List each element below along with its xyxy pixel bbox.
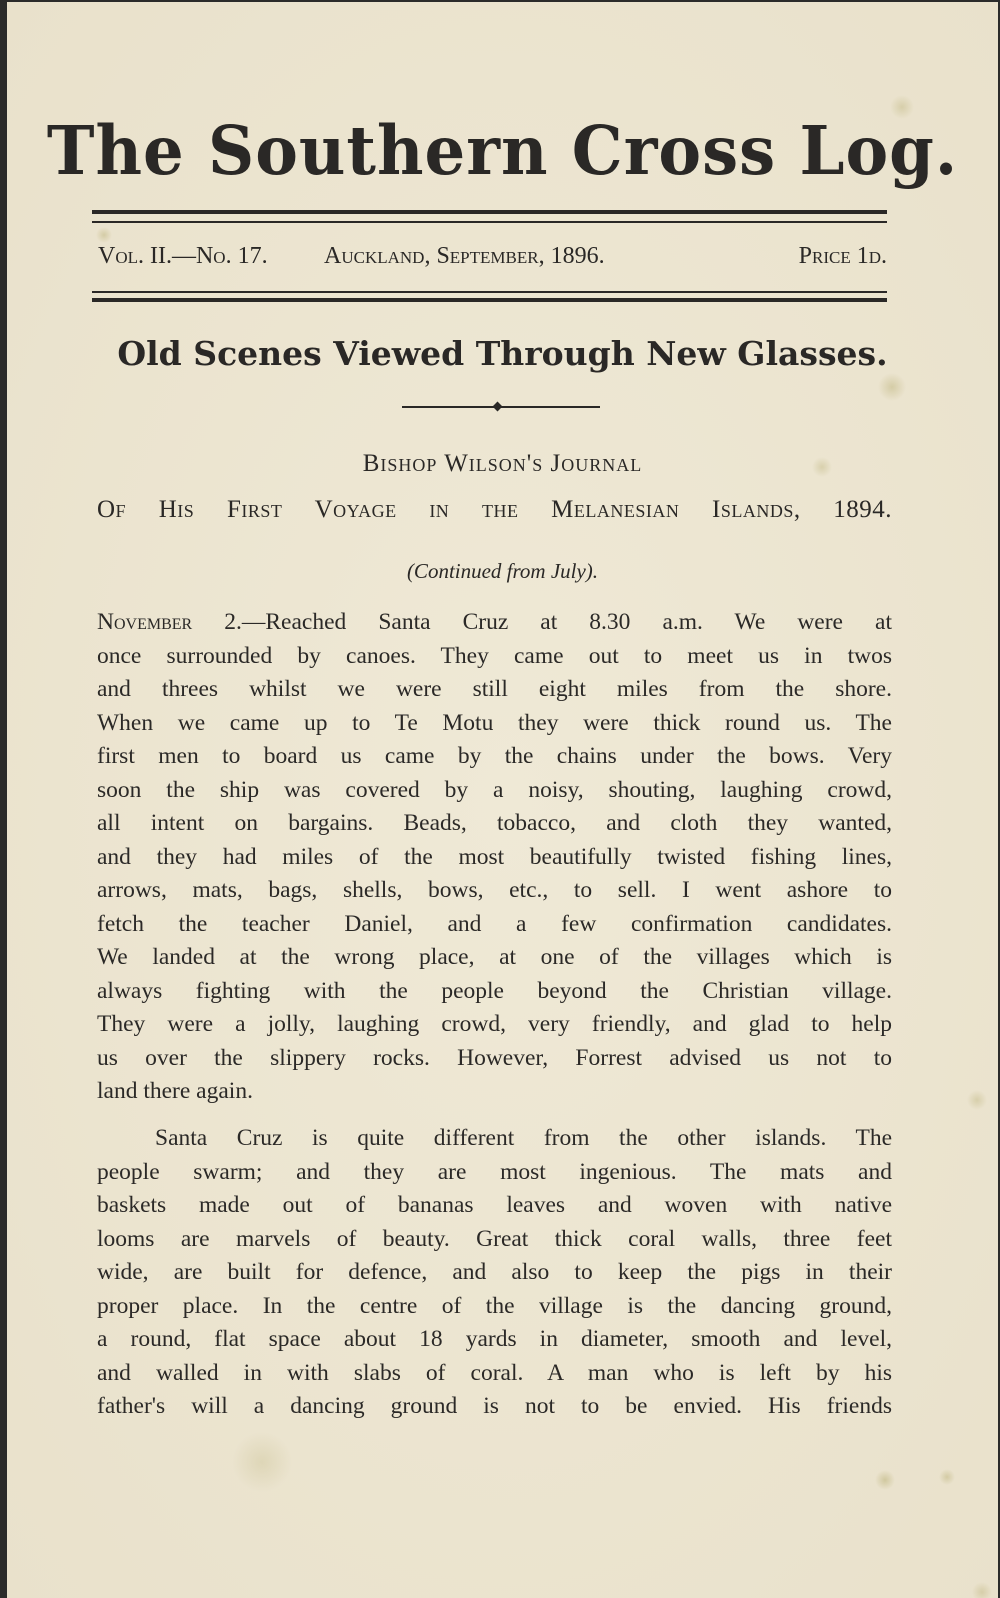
paragraph-line: father's will a dancing ground is not to be envied. His friends (97, 1393, 892, 1419)
subheading-word: 1894. (833, 496, 892, 523)
paragraph-line: baskets made out of bananas leaves and woven with native (97, 1192, 892, 1218)
masthead-title: The Southern Cross Log. (46, 112, 959, 191)
subheading-word: Voyage (314, 496, 397, 523)
subheading-word: the (481, 496, 519, 523)
paragraph-line: and walled in with slabs of coral. A man who is left by his (97, 1359, 892, 1386)
subheading-word: Of (97, 496, 127, 523)
paragraph-line: always fighting with the people beyond the Christian village. (97, 977, 892, 1004)
issue-rule-thick-bottom (92, 298, 887, 302)
paragraph-line: and threes whilst we were still eight miles from the shore. (97, 676, 892, 702)
paragraph-line: looms are marvels of beauty. Great thick coral walls, three feet (97, 1225, 892, 1252)
paragraph-line: all intent on bargains. Beads, tobacco, and cloth they wanted, (97, 810, 892, 836)
subheading-word: His (158, 496, 195, 523)
subheading-word: Melanesian (551, 496, 680, 523)
masthead-rule-thin-top (92, 221, 887, 223)
paragraph-line: wide, are built for defence, and also to keep the pigs in their (97, 1259, 892, 1285)
issue-line (92, 240, 887, 272)
ornament-diamond (493, 402, 503, 412)
paragraph-line: and they had miles of the most beautifully twisted fishing lines, (97, 843, 892, 870)
paragraph-line: once surrounded by canoes. They came out to meet us in twos (97, 642, 892, 669)
subheading-word: in (429, 496, 450, 523)
paragraph-line: first men to board us came by the chains under the bows. Very (97, 743, 892, 769)
continued-note: (Continued from July). (406, 559, 599, 583)
subheading-word: Islands, (712, 496, 801, 523)
issue-place-date: Auckland, September, 1896. (324, 243, 605, 269)
article-subheading-voyage (97, 494, 892, 526)
issue-rule-thin-bottom (92, 291, 887, 293)
paragraph-line: a round, flat space about 18 yards in diameter, smooth and level, (97, 1326, 892, 1352)
paragraph-line: arrows, mats, bags, shells, bows, etc., to sell. I went ashore to (97, 877, 892, 903)
paragraph-line: us over the slippery rocks. However, Forrest advised us not to (97, 1044, 892, 1071)
article-paragraph-1 (97, 606, 892, 1109)
paragraph-line: land there again. (97, 1078, 253, 1104)
paragraph-line-text: —Reached Santa Cruz at 8.30 a.m. We were at (241, 609, 892, 635)
paragraph-line: soon the ship was covered by a noisy, shouting, laughing crowd, (97, 776, 892, 803)
subheading-word: First (226, 496, 283, 523)
paragraph-line: fetch the teacher Daniel, and a few confirmation candidates. (97, 910, 892, 937)
article-title: Old Scenes Viewed Through New Glasses. (117, 334, 888, 373)
article-paragraph-2 (97, 1122, 892, 1424)
paragraph-line: Santa Cruz is quite different from the other islands. The (155, 1125, 892, 1151)
paragraph-line: We landed at the wrong place, at one of the villages which is (97, 944, 892, 970)
issue-price: Price 1d. (798, 243, 887, 269)
paragraph-line (97, 606, 892, 640)
diamond-rule-ornament-icon (402, 402, 600, 412)
paragraph-line: people swarm; and they are most ingenious. The mats and (97, 1158, 892, 1185)
masthead-rule-thick-top (92, 210, 887, 214)
paragraph-line: proper place. In the centre of the village is the dancing ground, (97, 1292, 892, 1319)
paragraph-line: They were a jolly, laughing crowd, very friendly, and glad to help (97, 1011, 892, 1037)
dateline-lead: November 2. (97, 609, 242, 635)
document-page (7, 2, 998, 1598)
article-subheading-journal: Bishop Wilson's Journal (362, 450, 643, 477)
issue-volume: Vol. II.—No. 17. (98, 243, 268, 269)
paragraph-line: When we came up to Te Motu they were thick round us. The (97, 709, 892, 736)
